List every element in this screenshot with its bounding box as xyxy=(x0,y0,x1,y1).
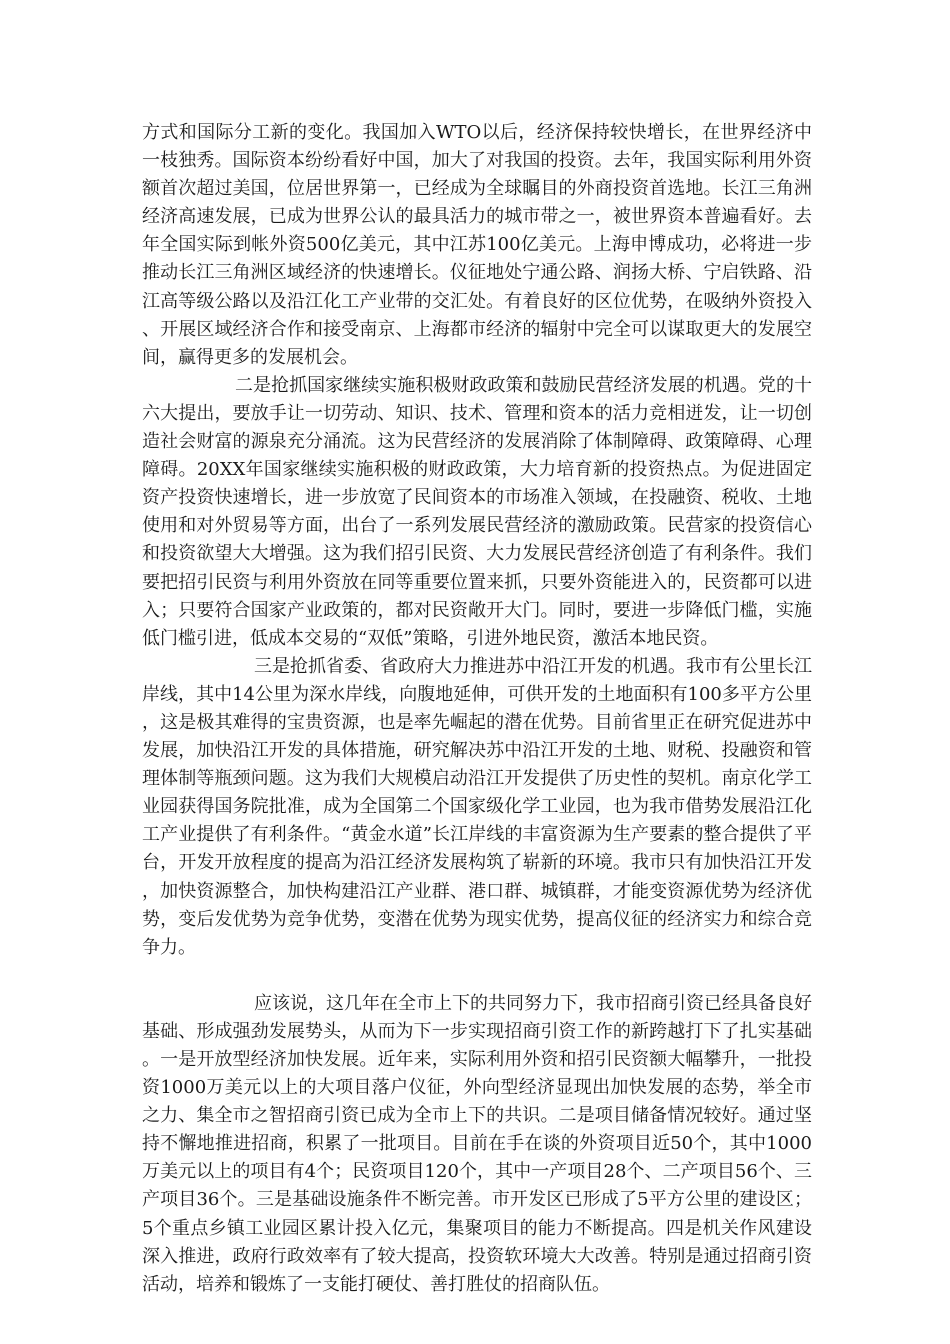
document-body xyxy=(142,119,812,1299)
paragraph-private-economy: 二是抢抓国家继续实施积极财政政策和鼓励民营经济发展的机遇。党的十六大提出，要放手让一切劳动、知识、技术、管理和资本的活力竞相迸发，让一切创造社会财富的源泉充分涌流。这为民营经济的发展消除了体制障碍、政策障碍、心理障碍。20XX年国家继续实施积极的财政政策，大力培育新的投资热点。为促进固定资产投资快速增长，进一步放宽了民间资本的市场准入领域，在投融资、税收、土地使用和对外贸易等方面，出台了一系列发展民营经济的激励政策。民营家的投资信心和投资欲望大大增强。这为我们招引民资、大力发展民营经济创造了有利条件。我们要把招引民资与利用外资放在同等重要位置来抓，只要外资能进入的，民资都可以进入；只要符合国家产业政策的，都对民资敞开大门。同时，要进一步降低门槛，实施低门槛引进，低成本交易的“双低”策略，引进外地民资，激活本地民资。 xyxy=(142,374,812,649)
paragraph-spacer xyxy=(142,962,812,990)
paragraph-foreign-investment: 方式和国际分工新的变化。我国加入WTO以后，经济保持较快增长，在世界经济中一枝独秀。国际资本纷纷看好中国，加大了对我国的投资。去年，我国实际利用外资额首次超过美国，位居世界第一，已经成为全球瞩目的外商投资首选地。长江三角洲经济高速发展，已成为世界公认的最具活力的城市带之一，被世界资本普遍看好。去年全国实际到帐外资500亿美元，其中江苏100亿美元。上海申博成功，必将进一步推动长江三角洲区域经济的快速增长。仪征地处宁通公路、润扬大桥、宁启铁路、沿江高等级公路以及沿江化工产业带的交汇处。有着良好的区位优势，在吸纳外资投入、开展区域经济合作和接受南京、上海都市经济的辐射中完全可以谋取更大的发展空间，赢得更多的发展机会。 xyxy=(142,122,812,368)
paragraph-investment-foundation: 应该说，这几年在全市上下的共同努力下，我市招商引资已经具备良好基础、形成强劲发展势头，从而为下一步实现招商引资工作的新跨越打下了扎实基础。一是开放型经济加快发展。近年来，实际利用外资和招引民资额大幅攀升，一批投资1000万美元以上的大项目落户仪征，外向型经济显现出加快发展的态势，举全市之力、集全市之智招商引资已成为全市上下的共识。二是项目储备情况较好。通过坚持不懈地推进招商，积累了一批项目。目前在手在谈的外资项目近50个，其中1000万美元以上的项目有4个；民资项目120个，其中一产项目28个、二产项目56个、三产项目36个。三是基础设施条件不断完善。市开发区已形成了5平方公里的建设区；5个重点乡镇工业园区累计投入亿元，集聚项目的能力不断提高。四是机关作风建设深入推进，政府行政效率有了较大提高，投资软环境大大改善。特别是通过招商引资活动，培养和锻炼了一支能打硬仗、善打胜仗的招商队伍。 xyxy=(142,992,812,1295)
paragraph-yangtze-development: 三是抢抓省委、省政府大力推进苏中沿江开发的机遇。我市有公里长江岸线，其中14公里为深水岸线，向腹地延伸，可供开发的土地面积有100多平方公里，这是极其难得的宝贵资源，也是率先崛起的潜在优势。目前省里正在研究促进苏中发展，加快沿江开发的具体措施，研究解决苏中沿江开发的土地、财税、投融资和管理体制等瓶颈问题。这为我们大规模启动沿江开发提供了历史性的契机。南京化学工业园获得国务院批准，成为全国第二个国家级化学工业园，也为我市借势发展沿江化工产业提供了有利条件。“黄金水道”长江岸线的丰富资源为生产要素的整合提供了平台，开发开放程度的提高为沿江经济发展构筑了崭新的环境。我市只有加快沿江开发，加快资源整合，加快构建沿江产业群、港口群、城镇群，才能变资源优势为经济优势，变后发优势为竞争优势，变潜在优势为现实优势，提高仪征的经济实力和综合竞争力。 xyxy=(142,655,812,958)
